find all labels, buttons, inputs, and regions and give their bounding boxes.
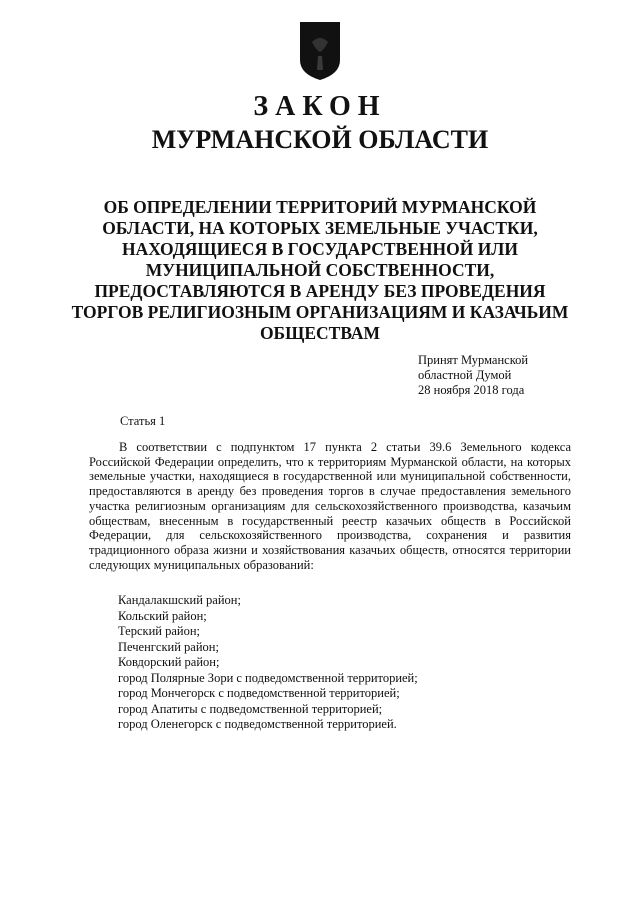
adoption-line: Принят Мурманской — [418, 353, 529, 367]
article-heading: Статья 1 — [120, 414, 166, 428]
list-item: город Апатиты с подведомственной территорией; — [118, 701, 383, 716]
list-item: Кольский район; — [118, 608, 207, 623]
list-item: Ковдорский район; — [118, 655, 220, 669]
region-title: МУРМАНСКОЙ ОБЛАСТИ — [151, 125, 489, 154]
list-item: город Оленегорск с подведомственной территорией. — [118, 717, 397, 731]
coat-of-arms-icon — [298, 20, 342, 82]
municipality-list — [118, 593, 418, 733]
list-item: город Полярные Зори с подведомственной территорией; — [118, 670, 418, 685]
adoption-line: областной Думой — [418, 368, 512, 382]
law-subject-heading: ОБ ОПРЕДЕЛЕНИИ ТЕРРИТОРИЙ МУРМАНСКОЙ ОБЛАСТИ, НА КОТОРЫХ ЗЕМЕЛЬНЫЕ УЧАСТКИ, НАХОДЯЩИЕСЯ В ГОСУДАРСТВЕННОЙ ИЛИ МУНИЦИПАЛЬНОЙ СОБСТВЕННОСТИ, ПРЕДОСТАВЛЯЮТСЯ В АРЕНДУ БЕЗ ПРОВЕДЕНИЯ ТОРГОВ РЕЛИГИОЗНЫМ ОРГАНИЗАЦИЯМ И КАЗАЧЬИМ ОБЩЕСТВАМ — [71, 197, 569, 343]
article-text: В соответствии с подпунктом 17 пункта 2 статьи 39.6 Земельного кодекса Российской Федерации определить, что к территориям Мурманской области, на которых земельные участки, находящиеся в государственной или муниципальной собственности, предоставляются в аренду без проведения торгов в случае предоставления земельного участка религиозным организациям для сельскохозяйственного производства, казачьим обществам, внесенным в государственный реестр казачьих обществ в Российской Федерации, для сельскохозяйственного производства, сохранения и развития традиционного образа жизни и хозяйствования казачьих обществ, относятся территории следующих муниципальных образований: — [89, 440, 571, 572]
list-item: город Мончегорск с подведомственной территорией; — [118, 686, 400, 700]
list-item: Печенгский район; — [118, 639, 219, 654]
list-item: Терский район; — [118, 624, 200, 638]
law-title: ЗАКОН — [253, 91, 387, 122]
adoption-date: 28 ноября 2018 года — [418, 383, 525, 397]
adoption-note — [418, 353, 528, 398]
list-item: Кандалакшский район; — [118, 593, 241, 607]
